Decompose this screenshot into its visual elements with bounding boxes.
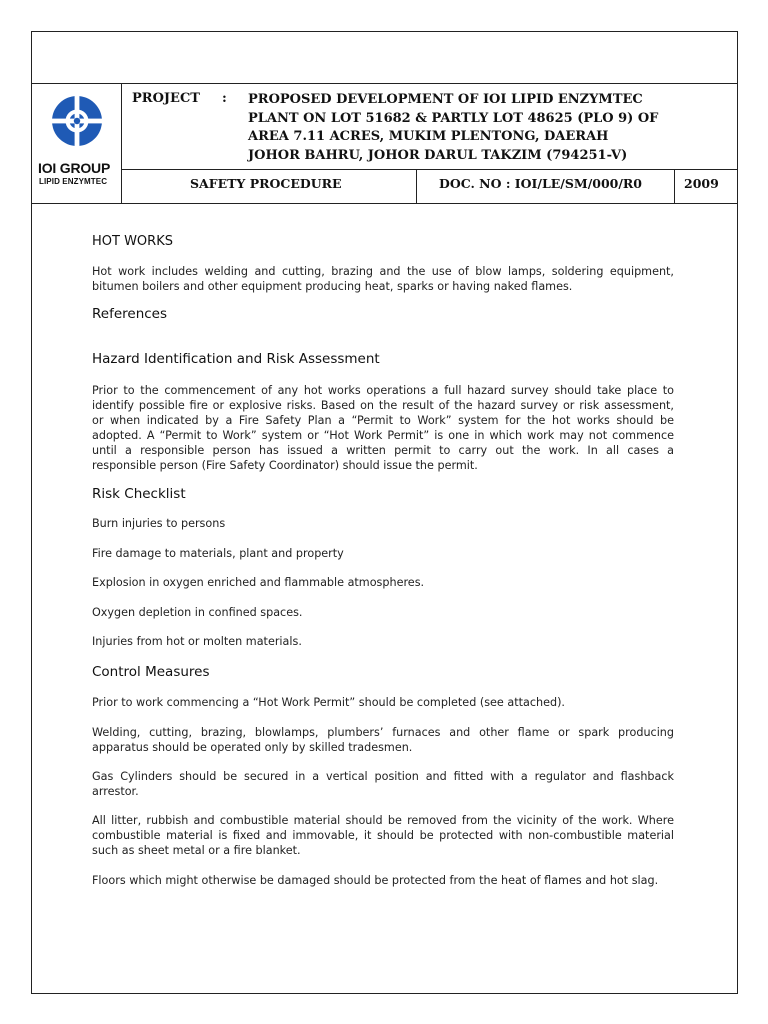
control-paragraph	[92, 873, 674, 888]
paragraph-line: Prior to the commencement of any hot works operations a full hazard survey should take place to	[92, 384, 674, 397]
risk-item: Burn injuries to persons	[92, 517, 226, 530]
hazard-heading: Hazard Identification and Risk Assessment	[92, 351, 380, 367]
intro-paragraph	[92, 264, 674, 294]
hazard-paragraph	[92, 383, 674, 473]
logo-name: IOI GROUP	[38, 160, 111, 176]
control-paragraph	[92, 695, 674, 710]
paragraph-line: Floors which might otherwise be damaged should be protected from the heat of flames and hot slag.	[92, 874, 659, 887]
project-colon: :	[222, 91, 227, 106]
risk-heading: Risk Checklist	[92, 486, 186, 502]
paragraph-line: or when indicated by a Fire Safety Plan a “Permit to Work” system for the hot works should be	[92, 414, 674, 427]
header-cell-divider	[416, 169, 417, 204]
references-heading: References	[92, 306, 168, 322]
paragraph-line: until a responsible person has issued a written permit to carry out the work. In all cases a	[92, 444, 674, 457]
paragraph-line: Prior to work commencing a “Hot Work Permit” should be completed (see attached).	[92, 696, 565, 709]
risk-item: Fire damage to materials, plant and property	[92, 547, 344, 560]
paragraph-line: adopted. A “Permit to Work” system or “Hot Work Permit” is one in which work may not commence	[92, 429, 674, 442]
paragraph-line: identify possible fire or explosive risks. Based on the result of the hazard survey or risk assessment,	[92, 399, 674, 412]
project-title-line: PLANT ON LOT 51682 & PARTLY LOT 48625 (PLO 9) OF	[248, 110, 659, 126]
control-heading: Control Measures	[92, 664, 210, 680]
paragraph-line: responsible person (Fire Safety Coordinator) should issue the permit.	[92, 459, 478, 472]
control-paragraph	[92, 813, 674, 858]
control-paragraph	[92, 725, 674, 755]
section-title: HOT WORKS	[92, 234, 173, 249]
header-divider	[121, 83, 122, 204]
header-cell-divider	[674, 169, 675, 204]
risk-item: Injuries from hot or molten materials.	[92, 635, 302, 648]
project-title-line: PROPOSED DEVELOPMENT OF IOI LIPID ENZYMTEC	[248, 92, 643, 107]
project-title	[248, 91, 678, 165]
project-title-line: AREA 7.11 ACRES, MUKIM PLENTONG, DAERAH	[248, 129, 609, 144]
paragraph-line: All litter, rubbish and combustible material should be removed from the vicinity of the work. Where	[92, 814, 674, 827]
doc-type: SAFETY PROCEDURE	[190, 176, 342, 191]
project-label: PROJECT	[132, 91, 200, 106]
project-title-line: JOHOR BAHRU, JOHOR DARUL TAKZIM (794251-V)	[248, 147, 628, 163]
paragraph-line: apparatus should be operated only by skilled tradesmen.	[92, 741, 413, 754]
risk-item: Oxygen depletion in confined spaces.	[92, 606, 303, 619]
paragraph-line: Gas Cylinders should be secured in a vertical position and fitted with a regulator and flashback	[92, 770, 674, 783]
paragraph-line: bitumen boilers and other equipment producing heat, sparks or having naked flames.	[92, 280, 573, 293]
header-row-divider	[121, 169, 738, 170]
control-paragraph	[92, 769, 674, 799]
paragraph-line: combustible material is fixed and immovable, it should be protected with non-combustible material	[92, 829, 674, 842]
ioi-logo-icon	[52, 96, 102, 146]
paragraph-line: arrestor.	[92, 785, 139, 798]
company-logo	[31, 84, 121, 203]
paragraph-line: Welding, cutting, brazing, blowlamps, plumbers’ furnaces and other flame or spark producing	[92, 726, 674, 739]
risk-item: Explosion in oxygen enriched and flammable atmospheres.	[92, 576, 425, 589]
paragraph-line: such as sheet metal or a fire blanket.	[92, 844, 301, 857]
doc-number: DOC. NO : IOI/LE/SM/000/R0	[439, 176, 642, 191]
doc-year: 2009	[684, 176, 719, 191]
paragraph-line: Hot work includes welding and cutting, brazing and the use of blow lamps, soldering equipment,	[92, 265, 674, 278]
logo-subtitle: LIPID ENZYMTEC	[39, 177, 108, 186]
